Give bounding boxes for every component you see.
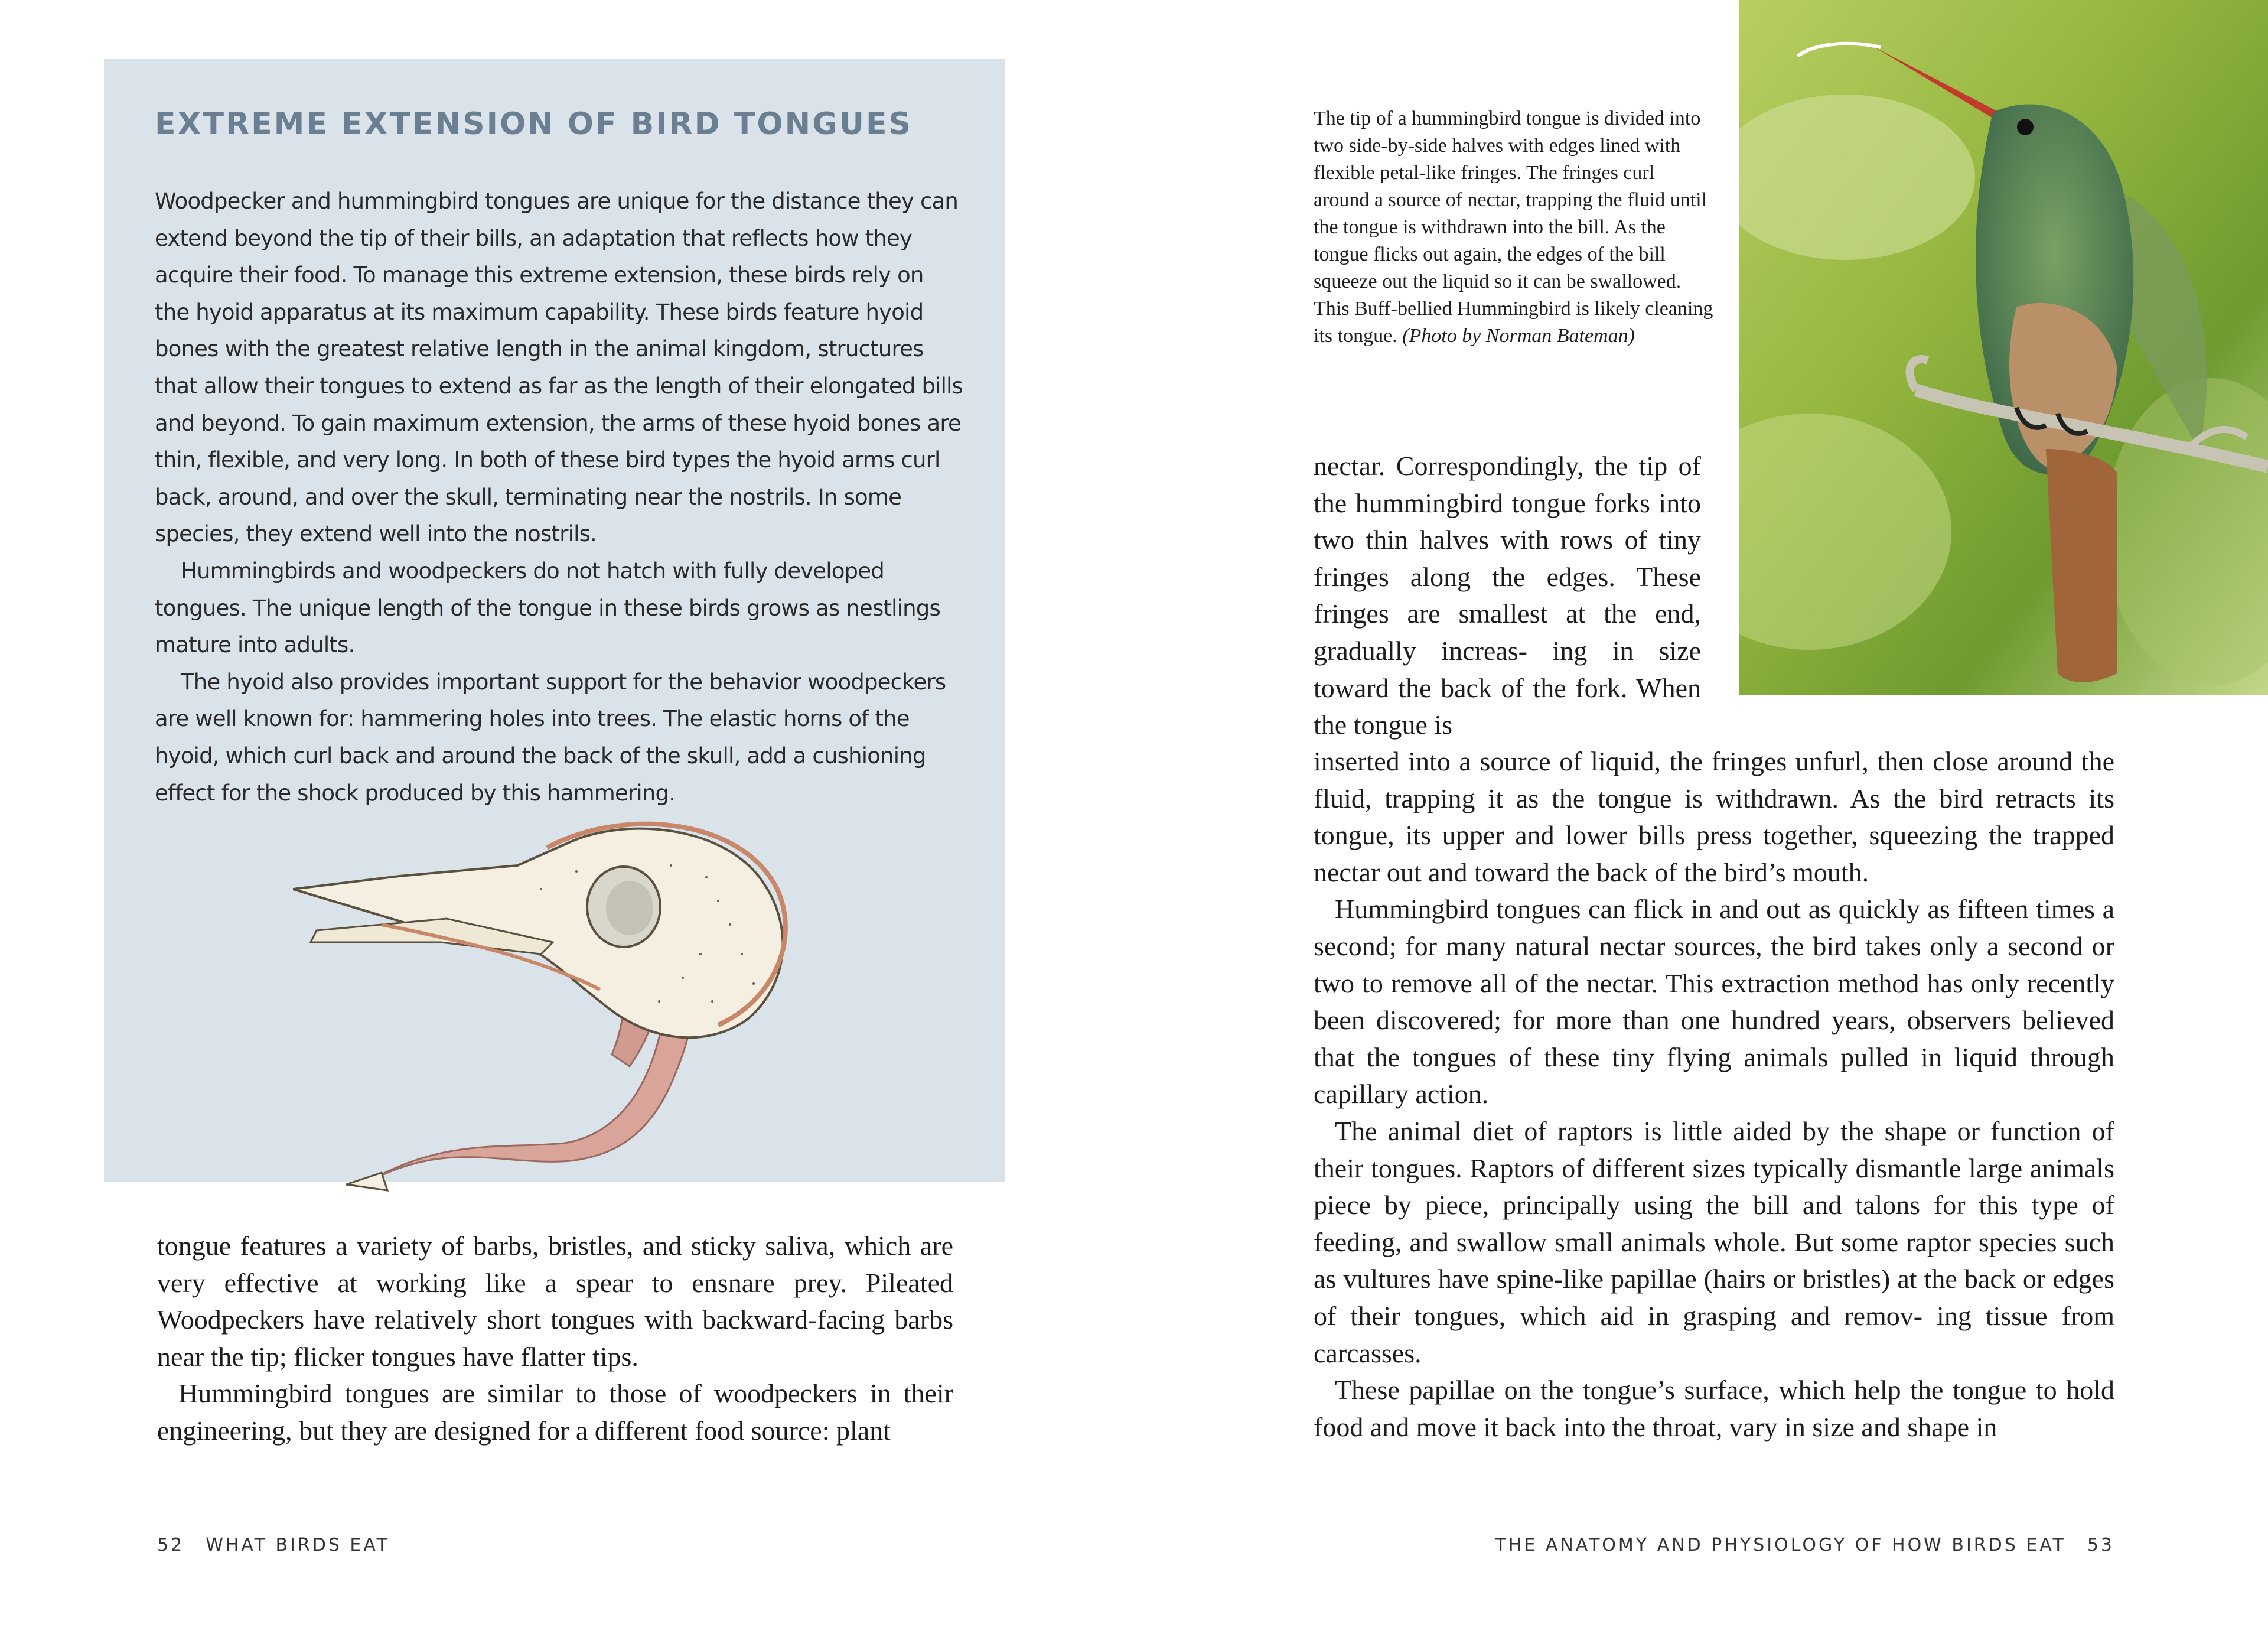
running-head: THE ANATOMY AND PHYSIOLOGY OF HOW BIRDS EAT bbox=[1495, 1535, 2066, 1555]
body-paragraph: Hummingbird tongues can flick in and out as quickly as fifteen times a second; for many natural nectar sources, the bird takes only a second or two to remove all of the nectar. This extraction method has only recently been discovered; for more than one hundred years, observers believed that the tongues of these tiny flying animals pulled in liquid through capillary action. bbox=[1314, 894, 2114, 1109]
body-paragraph: inserted into a source of liquid, the fringes unfurl, then close around the fluid, trapping it as the tongue is withdrawn. As the bird retracts its tongue, its upper and lower bills press together, squeezing the trapped nectar out and toward the back of the bird’s mouth. bbox=[1314, 746, 2114, 887]
body-paragraph: The animal diet of raptors is little aided by the shape or function of their tongues. Raptors of different sizes typically dismantle large animals piece by piece, principally using the bill and talons for this type of feeding, and swallow small animals whole. But some raptor species such as vultures have spine-like papillae (hairs or bristles) at the back or edges of their tongues, which aid in grasping and remov- ing tissue from carcasses. bbox=[1314, 1115, 2114, 1368]
left-page-body bbox=[157, 1228, 953, 1450]
caption-credit: (Photo by Norman Bateman) bbox=[1402, 325, 1635, 347]
caption-text: The tip of a hummingbird tongue is divided into two side-by-side halves with edges lined with flexible petal-like fringes. The fringes curl around a source of nectar, trapping the fluid until the tongue is withdrawn into the bill. As the tongue flicks out again, the edges of the bill squeeze out the liquid so it can be swallowed. This Buff-bellied Hummingbird is likely cleaning its tongue. bbox=[1314, 108, 1713, 347]
sidebar-body bbox=[155, 183, 964, 812]
body-paragraph: nectar. Correspondingly, the tip of the hummingbird tongue forks into two thin halves with rows of tiny fringes along the edges. These fringes are smallest at the end, gradually increas- ing in size toward the back of the fork. When the tongue is bbox=[1314, 451, 1701, 740]
right-page-narrow-body bbox=[1314, 448, 1701, 744]
right-page-body bbox=[1314, 743, 2114, 1446]
sidebar-paragraph: Hummingbirds and woodpeckers do not hatch with fully developed tongues. The unique length of the tongue in these birds grows as nestlings mature into adults. bbox=[155, 558, 940, 658]
photo-caption bbox=[1314, 105, 1715, 350]
body-paragraph: tongue features a variety of barbs, bristles, and sticky saliva, which are very effective at working like a spear to ensnare prey. Pileated Woodpeckers have relatively short tongues with backward-facing barbs near the tip; flicker tongues have flatter tips. bbox=[157, 1231, 953, 1372]
sidebar-title: EXTREME EXTENSION OF BIRD TONGUES bbox=[155, 106, 913, 142]
running-head: WHAT BIRDS EAT bbox=[206, 1535, 390, 1555]
hummingbird-photo bbox=[1739, 0, 2268, 695]
body-paragraph: Hummingbird tongues are similar to those of woodpeckers in their engineering, but they are designed for a different food source: plant bbox=[157, 1378, 953, 1446]
page-number: 52 bbox=[157, 1535, 185, 1555]
woodpecker-skull-illustration bbox=[293, 806, 931, 1220]
left-page-footer bbox=[157, 1535, 390, 1555]
body-paragraph: These papillae on the tongue’s surface, which help the tongue to hold food and move it back into the throat, vary in size and shape in bbox=[1314, 1375, 2114, 1442]
page-number: 53 bbox=[2087, 1535, 2114, 1555]
right-page-footer bbox=[1495, 1535, 2114, 1555]
sidebar-paragraph: Woodpecker and hummingbird tongues are unique for the distance they can extend beyond the tip of their bills, an adaptation that reflects how they acquire their food. To manage this extreme extension, these birds rely on the hyoid apparatus at its maximum capability. These birds feature hyoid bones with the greatest relative length in the animal kingdom, structures that allow their tongues to extend as far as the length of their elongated bills and beyond. To gain maximum extension, the arms of these hyoid bones are thin, flexible, and very long. In both of these bird types the hyoid arms curl back, around, and over the skull, terminating near the nostrils. In some species, they extend well into the nostrils. bbox=[155, 188, 963, 547]
sidebar-paragraph: The hyoid also provides important support for the behavior woodpeckers are well known for: hammering holes into trees. The elastic horns of the hyoid, which curl back and around the back of the skull, add a cushioning effect for the shock produced by this hammering. bbox=[155, 669, 946, 806]
sidebar-box bbox=[104, 59, 1005, 1182]
